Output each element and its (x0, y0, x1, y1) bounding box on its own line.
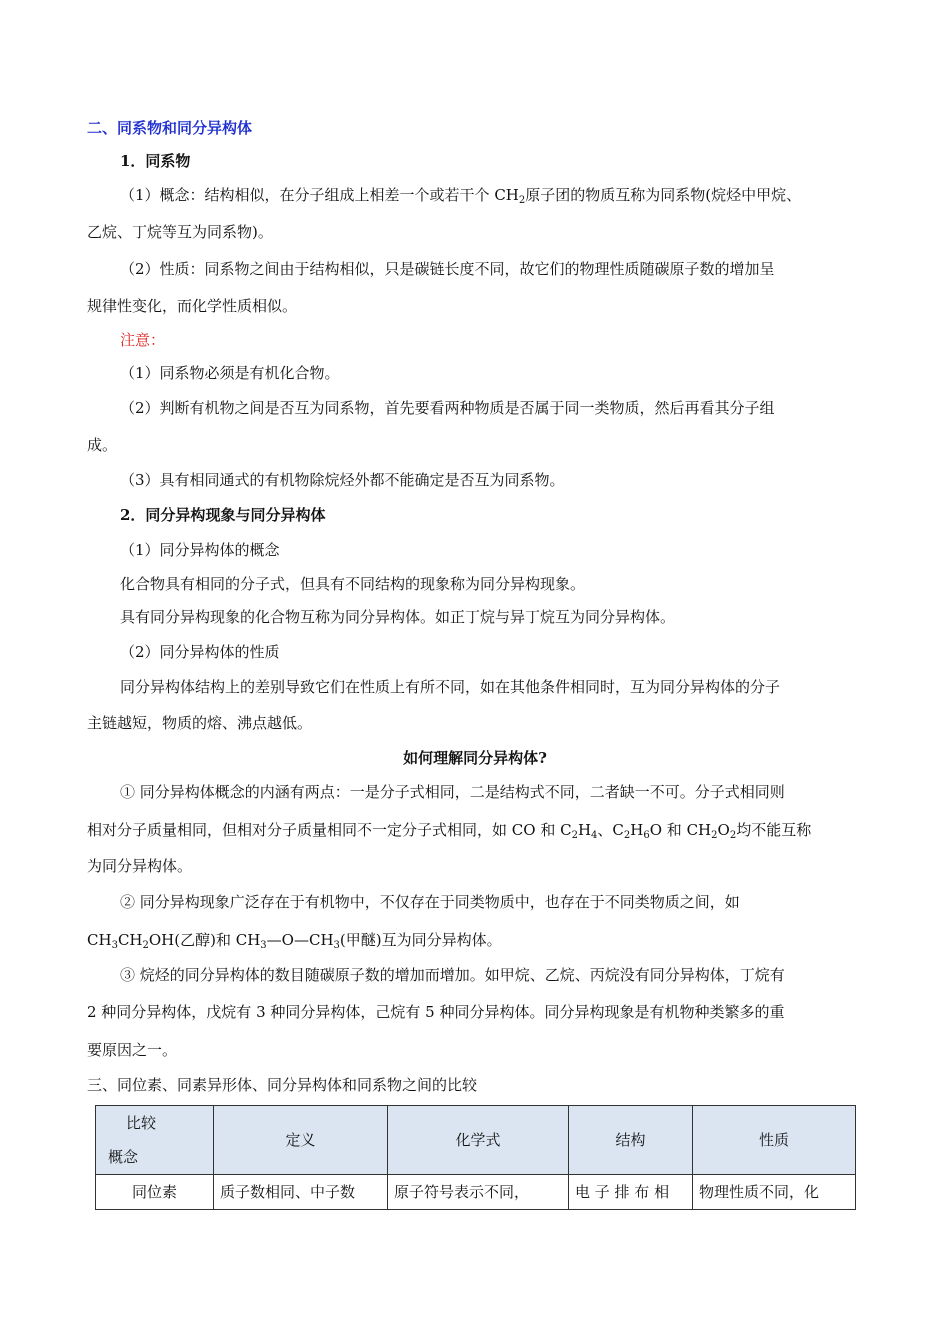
comparison-table (95, 1105, 856, 1210)
corner-label-top: 比较 (126, 1114, 157, 1132)
paragraph-line: 化合物具有相同的分子式，但具有不同结构的现象称为同分异构现象。 (120, 575, 586, 593)
table-cell: 同位素 (96, 1175, 214, 1210)
paragraph-line: （1）概念：结构相似，在分子组成上相差一个或若干个 $CH_2$原子团的物质互称为同系物(烷烃中甲烷、 (120, 186, 802, 206)
note-item: （3）具有相同通式的有机物除烷烃外都不能确定是否互为同系物。 (120, 471, 565, 489)
paragraph-line: ① 同分异构体概念的内涵有两点：一是分子式相同，二是结构式不同，二者缺一不可。分子式相同则 (120, 783, 785, 801)
table-header-cell: 性质 (693, 1106, 856, 1175)
table-header-cell: 定义 (214, 1106, 388, 1175)
paragraph-line: ③ 烷烃的同分异构体的数目随碳原子数的增加而增加。如甲烷、乙烷、丙烷没有同分异构体，丁烷有 (120, 966, 785, 984)
box-title: 如何理解同分异构体? (403, 749, 547, 767)
corner-label-bottom: 概念 (108, 1148, 139, 1166)
paragraph-line: 要原因之一。 (87, 1041, 178, 1059)
note-item: （1）同系物必须是有机化合物。 (120, 364, 340, 382)
table-row (96, 1175, 856, 1210)
table-header-cell: 化学式 (388, 1106, 569, 1175)
subsection-title-isomers: 2．同分异构现象与同分异构体 (120, 506, 326, 524)
paragraph-line: 为同分异构体。 (87, 857, 193, 875)
paragraph-line: ② 同分异构现象广泛存在于有机物中，不仅存在于同类物质中，也存在于不同类物质之间，如 (120, 893, 740, 911)
paragraph-line: $CH_3CH_2OH$(乙醇)和 $CH_3—O—CH_3$(甲醚)互为同分异构体。 (87, 931, 502, 951)
paragraph-line: （2）性质：同系物之间由于结构相似，只是碳链长度不同，故它们的物理性质随碳原子数的增加呈 (120, 260, 775, 278)
paragraph-line: 主链越短，物质的熔、沸点越低。 (87, 714, 313, 732)
paragraph-line: 乙烷、丁烷等互为同系物)。 (87, 223, 273, 241)
paragraph-line: 规律性变化，而化学性质相似。 (87, 297, 298, 315)
paragraph-line: 相对分子质量相同，但相对分子质量相同不一定分子式相同，如 CO 和 $C_2H_4$、$C_2H_6O$ 和 $CH_2O_2$均不能互称 (87, 821, 812, 841)
table-corner-cell (96, 1106, 214, 1175)
paragraph-line: 同分异构体结构上的差别导致它们在性质上有所不同，如在其他条件相同时，互为同分异构体的分子 (120, 678, 781, 696)
subsection-title-homologs: 1．同系物 (120, 152, 191, 170)
table-cell: 物理性质不同，化 (693, 1175, 856, 1210)
section-title: 二、同系物和同分异构体 (87, 119, 253, 137)
table-cell: 质子数相同、中子数 (214, 1175, 388, 1210)
note-item-continued: 成。 (87, 436, 118, 454)
section-title-comparison: 三、同位素、同素异形体、同分异构体和同系物之间的比较 (87, 1076, 478, 1094)
table-header-cell: 结构 (569, 1106, 693, 1175)
sub-heading: （1）同分异构体的概念 (120, 541, 280, 559)
paragraph-line: 2 种同分异构体，戊烷有 3 种同分异构体，己烷有 5 种同分异构体。同分异构现象是有机物种类繁多的重 (87, 1003, 785, 1021)
note-label: 注意： (120, 331, 166, 349)
note-item: （2）判断有机物之间是否互为同系物，首先要看两种物质是否属于同一类物质，然后再看其分子组 (120, 399, 775, 417)
paragraph-line: 具有同分异构现象的化合物互称为同分异构体。如正丁烷与异丁烷互为同分异构体。 (120, 608, 676, 626)
table-header-row (96, 1106, 856, 1175)
table-cell: 电 子 排 布 相 (569, 1175, 693, 1210)
table-cell: 原子符号表示不同， (388, 1175, 569, 1210)
sub-heading: （2）同分异构体的性质 (120, 643, 280, 661)
